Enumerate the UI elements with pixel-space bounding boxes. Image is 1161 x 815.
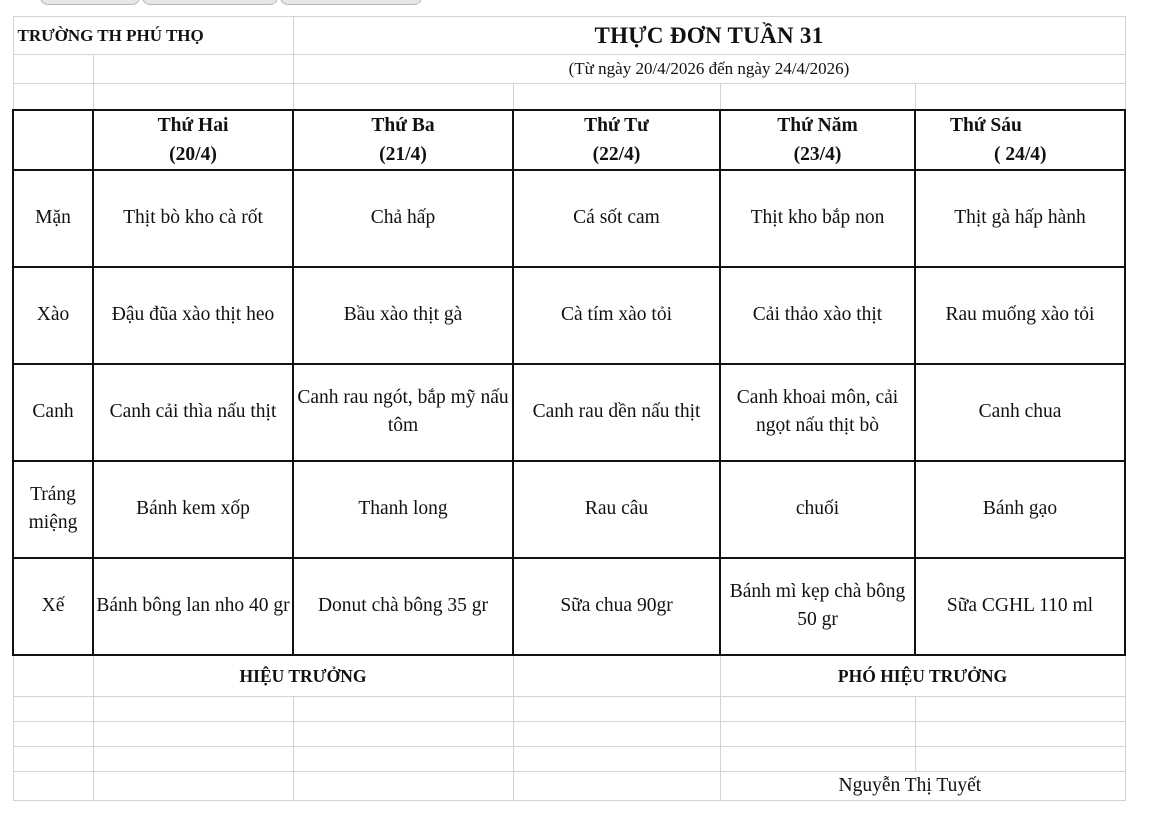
empty-cell bbox=[13, 722, 93, 747]
empty-cell bbox=[915, 722, 1125, 747]
empty-cell bbox=[293, 722, 513, 747]
empty-cell bbox=[293, 697, 513, 722]
empty-cell bbox=[513, 772, 720, 801]
empty-cell bbox=[13, 55, 93, 84]
row-label-xao: Xào bbox=[13, 267, 93, 364]
empty-cell bbox=[513, 747, 720, 772]
empty-cell bbox=[720, 84, 915, 110]
empty-cell bbox=[13, 747, 93, 772]
vice-principal-name: Nguyễn Thị Tuyết bbox=[720, 772, 1125, 801]
table-row bbox=[13, 558, 1125, 655]
menu-cell: Chả hấp bbox=[293, 170, 513, 267]
empty-cell bbox=[13, 697, 93, 722]
menu-cell: Canh chua bbox=[915, 364, 1125, 461]
empty-cell bbox=[720, 747, 915, 772]
empty-cell bbox=[93, 55, 293, 84]
menu-cell: Bánh bông lan nho 40 gr bbox=[93, 558, 293, 655]
sheet-tab-strip bbox=[0, 0, 420, 6]
empty-cell bbox=[513, 84, 720, 110]
row-label-trang-mieng: Tráng miệng bbox=[13, 461, 93, 558]
menu-cell: Cải thảo xào thịt bbox=[720, 267, 915, 364]
menu-cell: Bầu xào thịt gà bbox=[293, 267, 513, 364]
menu-cell: Cá sốt cam bbox=[513, 170, 720, 267]
menu-cell: Bánh mì kẹp chà bông 50 gr bbox=[720, 558, 915, 655]
day-header: Thứ Ba (21/4) bbox=[293, 110, 513, 170]
corner-cell bbox=[13, 110, 93, 170]
empty-cell bbox=[93, 722, 293, 747]
empty-cell bbox=[293, 747, 513, 772]
empty-cell bbox=[293, 84, 513, 110]
empty-cell bbox=[720, 697, 915, 722]
empty-cell bbox=[915, 697, 1125, 722]
empty-cell bbox=[13, 84, 93, 110]
sheet-tab[interactable] bbox=[280, 0, 422, 5]
menu-cell: Donut chà bông 35 gr bbox=[293, 558, 513, 655]
principal-title: HIỆU TRƯỞNG bbox=[93, 655, 513, 697]
menu-cell: Sữa chua 90gr bbox=[513, 558, 720, 655]
empty-cell bbox=[513, 722, 720, 747]
menu-cell: Đậu đũa xào thịt heo bbox=[93, 267, 293, 364]
empty-cell bbox=[13, 655, 93, 697]
day-header: Thứ Sáu ( 24/4) bbox=[915, 110, 1125, 170]
empty-cell bbox=[513, 655, 720, 697]
empty-cell bbox=[513, 697, 720, 722]
empty-cell bbox=[93, 772, 293, 801]
table-row bbox=[13, 267, 1125, 364]
sheet-tab[interactable] bbox=[40, 0, 140, 5]
menu-cell: Canh khoai môn, cải ngọt nấu thịt bò bbox=[720, 364, 915, 461]
menu-table bbox=[12, 16, 1126, 801]
table-row bbox=[13, 364, 1125, 461]
menu-cell: Canh rau dền nấu thịt bbox=[513, 364, 720, 461]
empty-cell bbox=[93, 84, 293, 110]
menu-cell: Canh rau ngót, bắp mỹ nấu tôm bbox=[293, 364, 513, 461]
empty-cell bbox=[915, 747, 1125, 772]
row-label-xe: Xế bbox=[13, 558, 93, 655]
menu-cell: Sữa CGHL 110 ml bbox=[915, 558, 1125, 655]
menu-cell: Bánh kem xốp bbox=[93, 461, 293, 558]
menu-cell: Thịt gà hấp hành bbox=[915, 170, 1125, 267]
empty-cell bbox=[915, 84, 1125, 110]
menu-cell: Thanh long bbox=[293, 461, 513, 558]
empty-cell bbox=[93, 747, 293, 772]
menu-cell: Rau muống xào tỏi bbox=[915, 267, 1125, 364]
menu-cell: Bánh gạo bbox=[915, 461, 1125, 558]
vice-principal-title: PHÓ HIỆU TRƯỞNG bbox=[720, 655, 1125, 697]
day-header: Thứ Hai (20/4) bbox=[93, 110, 293, 170]
page-title: THỰC ĐƠN TUẦN 31 bbox=[293, 17, 1125, 55]
school-name: TRƯỜNG TH PHÚ THỌ bbox=[13, 17, 293, 55]
empty-cell bbox=[720, 722, 915, 747]
menu-cell: Rau câu bbox=[513, 461, 720, 558]
date-range: (Từ ngày 20/4/2026 đến ngày 24/4/2026) bbox=[293, 55, 1125, 84]
day-header: Thứ Tư (22/4) bbox=[513, 110, 720, 170]
menu-cell: Canh cải thìa nấu thịt bbox=[93, 364, 293, 461]
table-row bbox=[13, 170, 1125, 267]
empty-cell bbox=[13, 772, 93, 801]
empty-cell bbox=[93, 697, 293, 722]
sheet-tab[interactable] bbox=[142, 0, 278, 5]
day-header: Thứ Năm (23/4) bbox=[720, 110, 915, 170]
row-label-man: Mặn bbox=[13, 170, 93, 267]
menu-cell: Thịt kho bắp non bbox=[720, 170, 915, 267]
empty-cell bbox=[293, 772, 513, 801]
row-label-canh: Canh bbox=[13, 364, 93, 461]
menu-cell: Cà tím xào tỏi bbox=[513, 267, 720, 364]
menu-cell: Thịt bò kho cà rốt bbox=[93, 170, 293, 267]
table-row bbox=[13, 461, 1125, 558]
menu-cell: chuối bbox=[720, 461, 915, 558]
